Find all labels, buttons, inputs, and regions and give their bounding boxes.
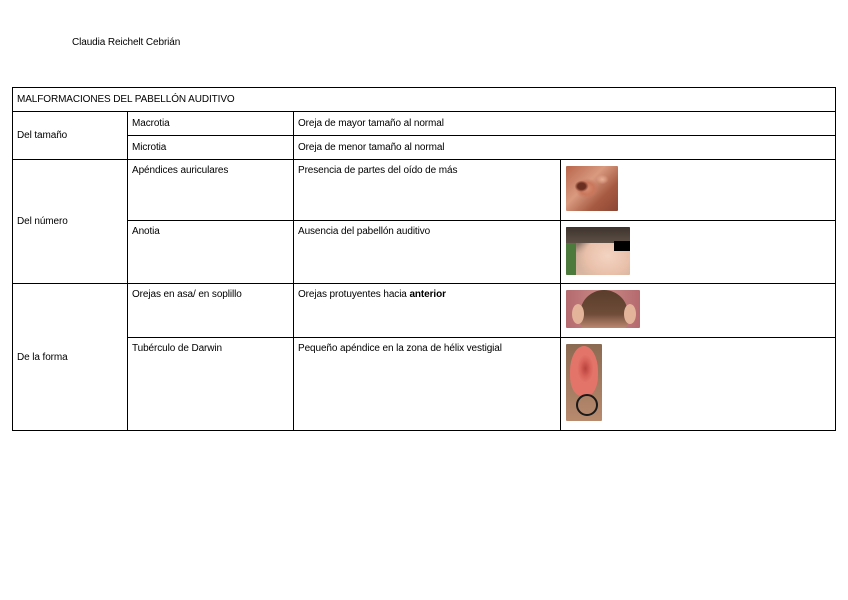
row-image-cell [561, 160, 836, 221]
author-name: Claudia Reichelt Cebrián [72, 37, 181, 48]
photo-head [580, 290, 628, 328]
row-desc-macrotia: Oreja de mayor tamaño al normal [294, 112, 836, 136]
malformations-table [12, 87, 836, 431]
row-image-cell [561, 338, 836, 431]
row-desc-prominent-ears [294, 284, 561, 338]
group-label-number: Del número [13, 160, 128, 284]
anotia-photo [566, 227, 630, 275]
table-title: MALFORMACIONES DEL PABELLÓN AUDITIVO [13, 88, 836, 112]
row-image-cell [561, 221, 836, 284]
group-label-shape: De la forma [13, 284, 128, 431]
row-desc-anotia: Ausencia del pabellón auditivo [294, 221, 561, 284]
photo-earring [576, 394, 598, 416]
desc-prefix: Orejas protuyentes hacia [298, 289, 410, 300]
row-name-microtia: Microtia [128, 136, 294, 160]
row-desc-darwin: Pequeño apéndice en la zona de hélix vestigial [294, 338, 561, 431]
row-name-macrotia: Macrotia [128, 112, 294, 136]
row-name-prominent-ears: Orejas en asa/ en soplillo [128, 284, 294, 338]
photo-ear [570, 346, 598, 396]
photo-left-ear [572, 304, 584, 324]
preauricular-tags-photo [566, 166, 618, 211]
row-name-preauricular: Apéndices auriculares [128, 160, 294, 221]
row-desc-microtia: Oreja de menor tamaño al normal [294, 136, 836, 160]
row-image-cell [561, 284, 836, 338]
row-name-darwin: Tubérculo de Darwin [128, 338, 294, 431]
photo-right-ear [624, 304, 636, 324]
desc-bold: anterior [409, 289, 446, 300]
darwin-tubercle-photo [566, 344, 602, 421]
censor-bar [614, 241, 630, 251]
group-label-size: Del tamaño [13, 112, 128, 160]
prominent-ears-photo [566, 290, 640, 328]
row-desc-preauricular: Presencia de partes del oído de más [294, 160, 561, 221]
row-name-anotia: Anotia [128, 221, 294, 284]
